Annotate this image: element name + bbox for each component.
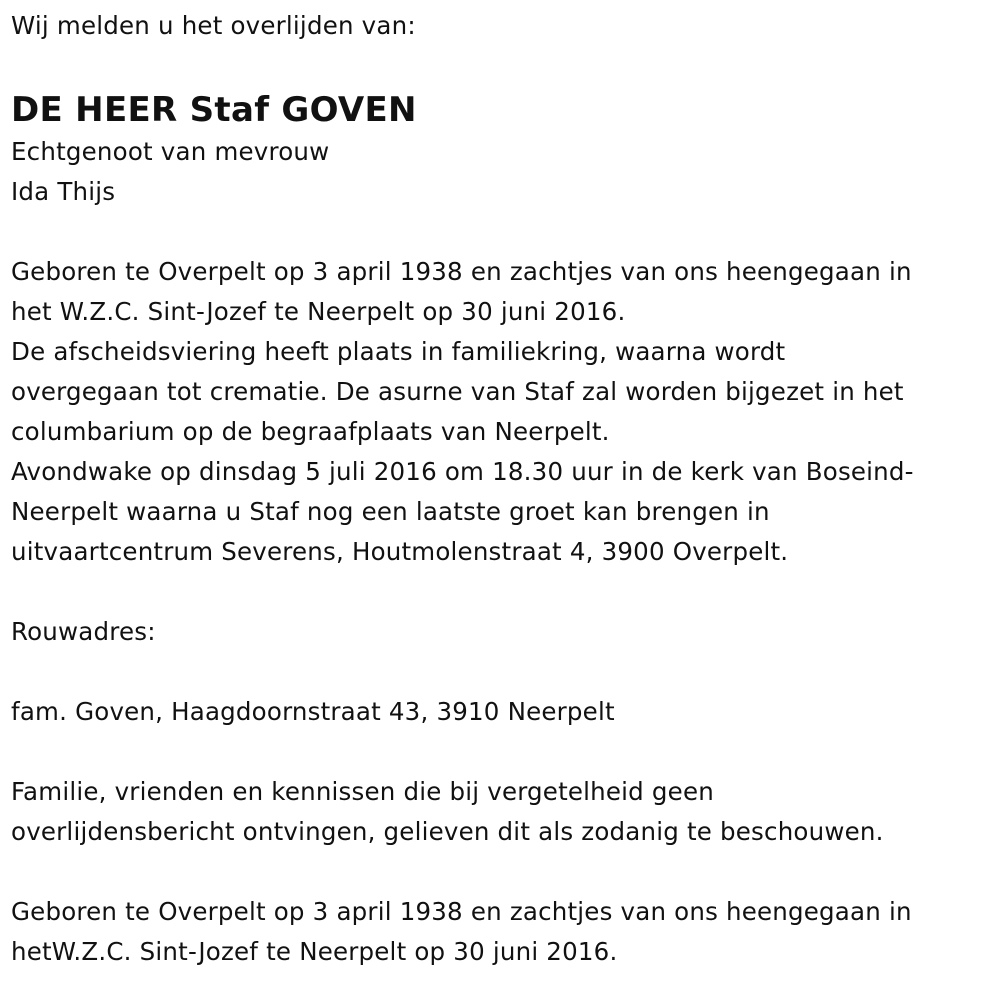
address-text: fam. Goven, Haagdoornstraat 43, 3910 Neerpelt	[11, 697, 615, 726]
body-line: overgegaan tot crematie. De asurne van Staf zal worden bijgezet in het	[11, 377, 904, 406]
repeat-line: Geboren te Overpelt op 3 april 1938 en zachtjes van ons heengegaan in	[11, 897, 912, 926]
body-line: het W.Z.C. Sint-Jozef te Neerpelt op 30 juni 2016.	[11, 297, 626, 326]
deceased-name: DE HEER Staf GOVEN	[11, 90, 417, 130]
closing-paragraph	[11, 772, 986, 852]
intro-text: Wij melden u het overlijden van:	[11, 11, 416, 40]
spacer	[11, 852, 986, 892]
death-notice	[11, 0, 986, 972]
spouse-line-2: Ida Thijs	[11, 177, 116, 206]
body-line: columbarium op de begraafplaats van Neerpelt.	[11, 417, 610, 446]
body-line: Geboren te Overpelt op 3 april 1938 en zachtjes van ons heengegaan in	[11, 257, 912, 286]
closing-line: overlijdensbericht ontvingen, gelieven dit als zodanig te beschouwen.	[11, 817, 884, 846]
spacer	[11, 732, 986, 772]
repeat-line: hetW.Z.C. Sint-Jozef te Neerpelt op 30 juni 2016.	[11, 937, 618, 966]
address-label: Rouwadres:	[11, 617, 156, 646]
body-line: Avondwake op dinsdag 5 juli 2016 om 18.30 uur in de kerk van Boseind-	[11, 457, 914, 486]
closing-line: Familie, vrienden en kennissen die bij vergetelheid geen	[11, 777, 714, 806]
spouse-line-1: Echtgenoot van mevrouw	[11, 137, 330, 166]
body-paragraph	[11, 252, 986, 572]
body-line: Neerpelt waarna u Staf nog een laatste groet kan brengen in	[11, 497, 770, 526]
spacer	[11, 212, 986, 252]
body-line: uitvaartcentrum Severens, Houtmolenstraat 4, 3900 Overpelt.	[11, 537, 789, 566]
body-line: De afscheidsviering heeft plaats in familiekring, waarna wordt	[11, 337, 786, 366]
spacer	[11, 652, 986, 692]
repeat-paragraph	[11, 892, 986, 972]
spacer	[11, 572, 986, 612]
